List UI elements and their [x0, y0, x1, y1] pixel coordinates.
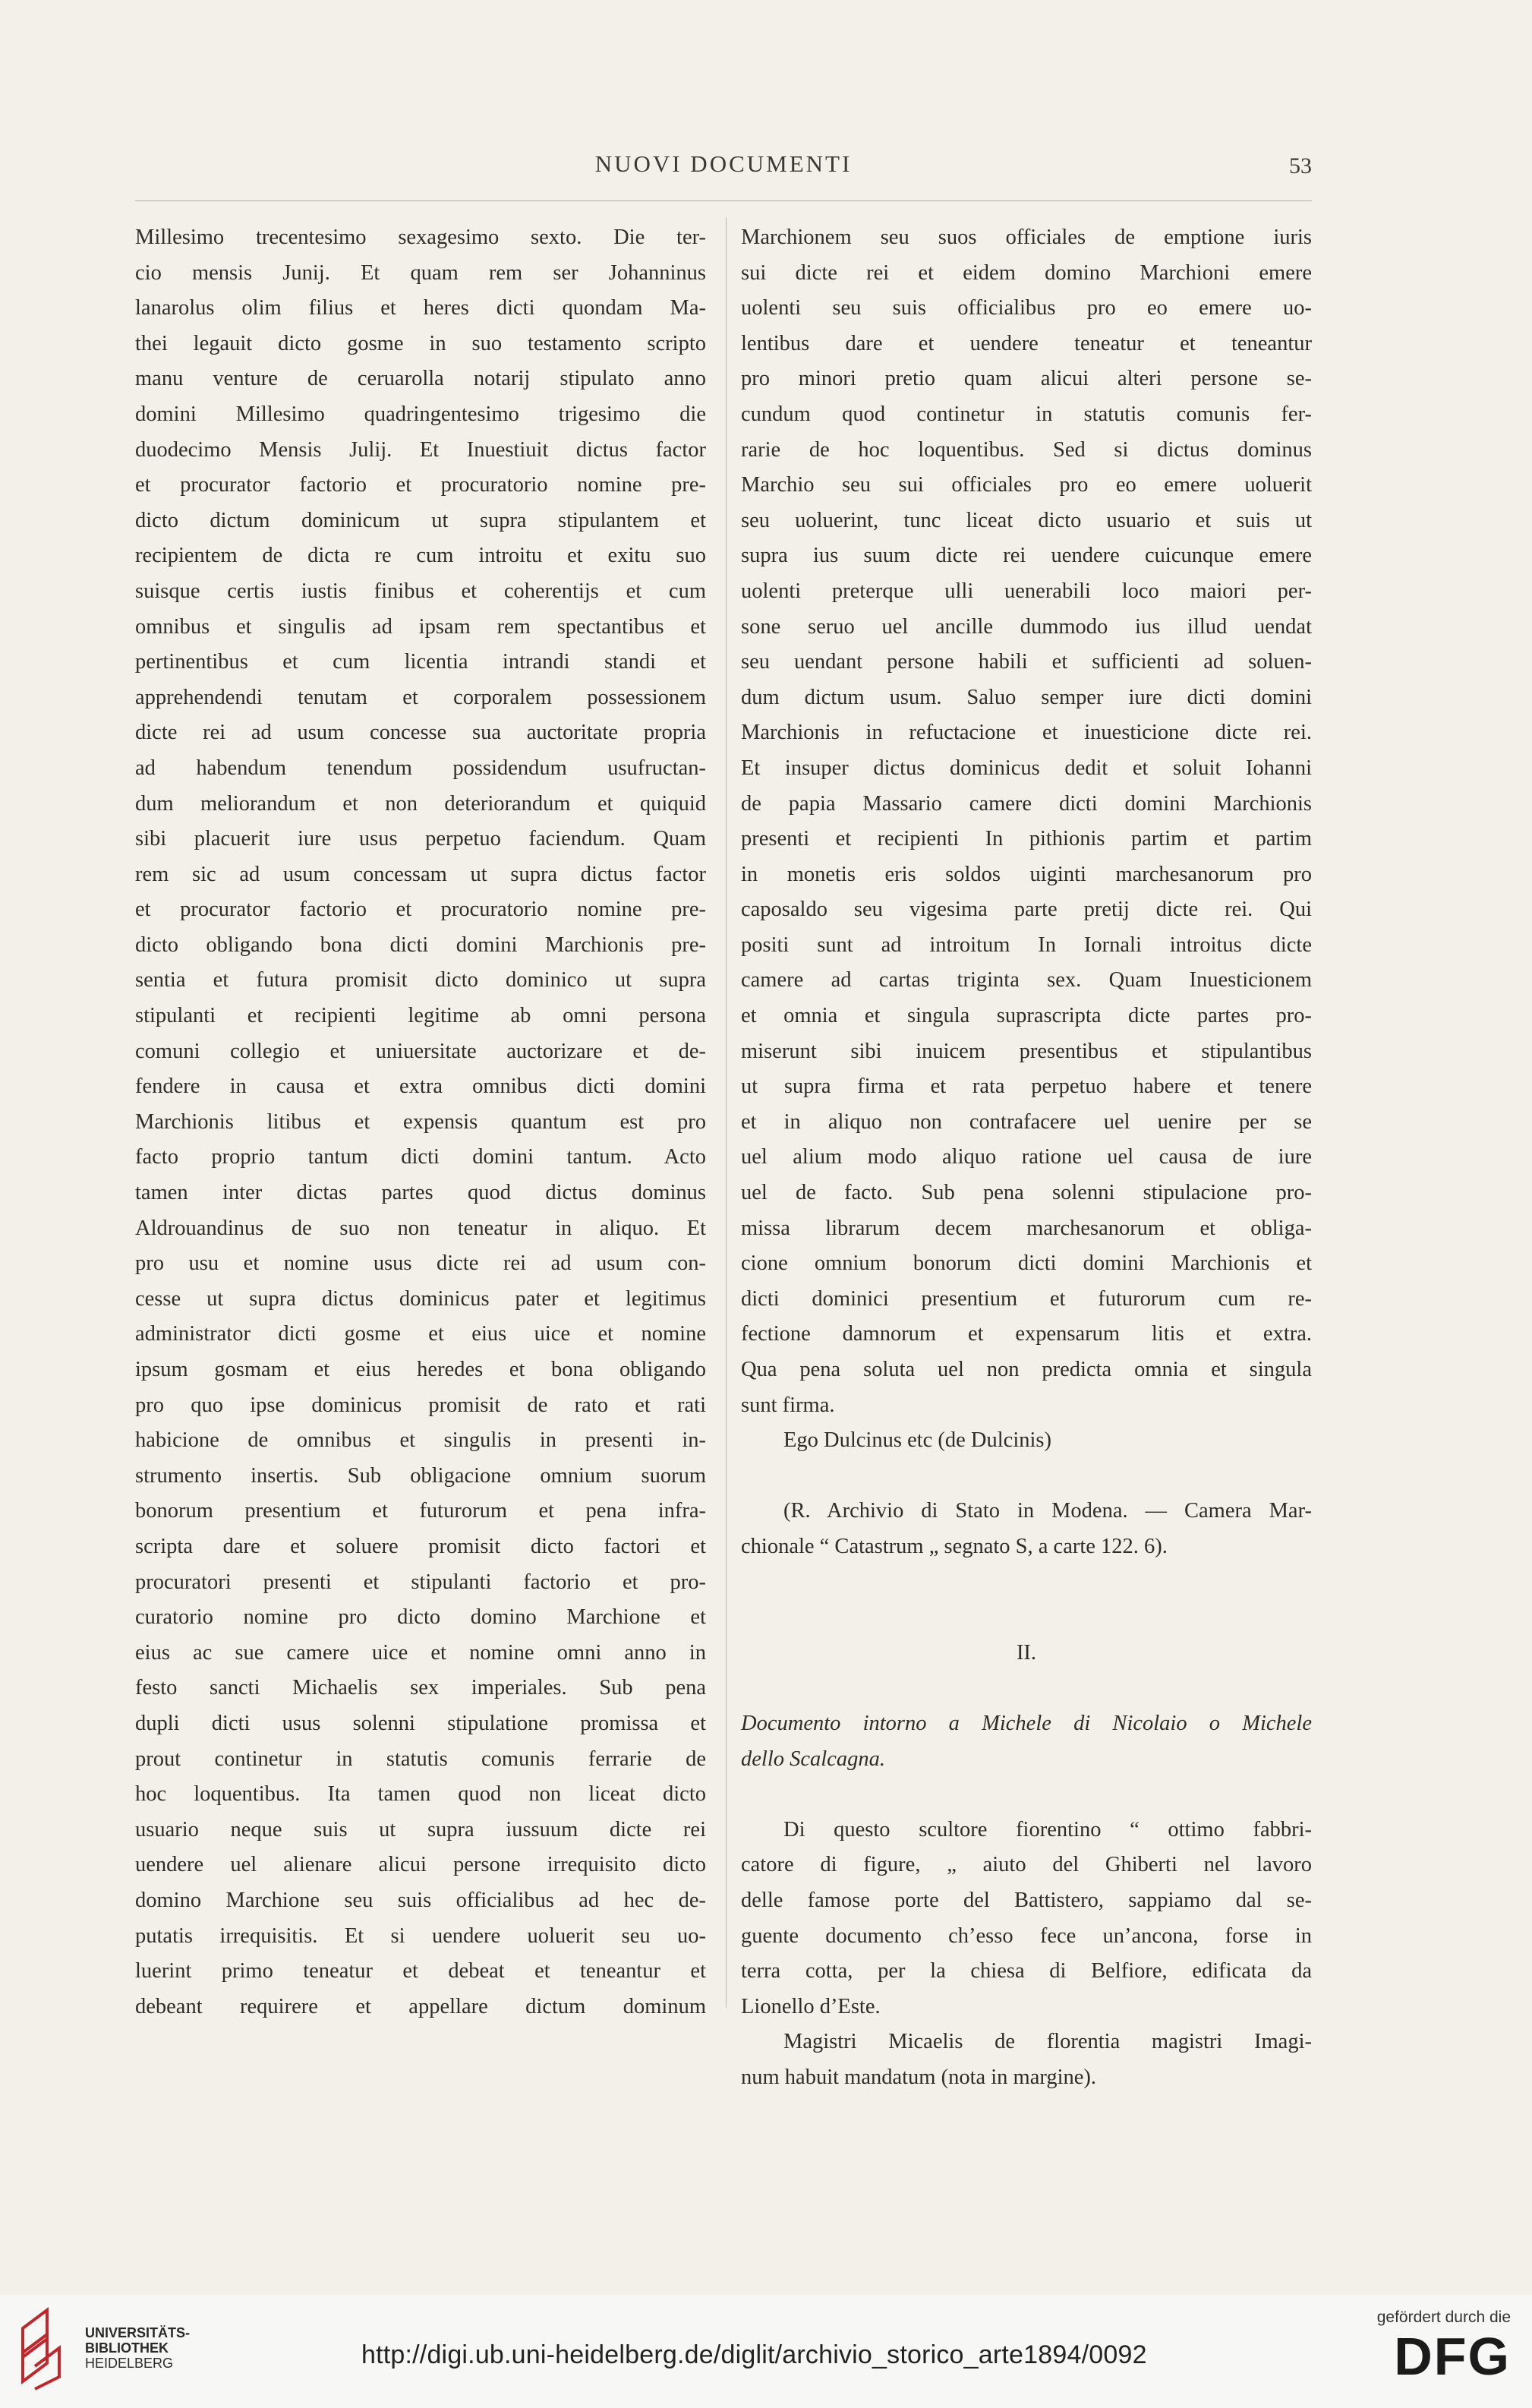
left-column — [135, 220, 706, 2025]
text-line: Magistri Micaelis de florentia magistri Imagi- — [783, 2030, 1312, 2054]
text-line: dicto obligando bona dicti domini Marchionis pre- — [135, 933, 706, 957]
text-line: domino Marchione seu suis officialibus ad hec de- — [135, 1888, 706, 1912]
text-line: apprehendendi tenutam et corporalem possessionem — [135, 685, 706, 709]
text-line: catore di figure, „ aiuto del Ghiberti nel lavoro — [741, 1853, 1312, 1877]
header-rule — [135, 200, 1312, 201]
text-line: dum meliorandum et non deteriorandum et quiquid — [135, 791, 706, 816]
text-line: facto proprio tantum dicti domini tantum. Acto — [135, 1145, 706, 1169]
text-line: sentia et futura promisit dicto dominico ut supra — [135, 968, 706, 993]
text-line: dello Scalcagna. — [741, 1747, 885, 1771]
text-line: procuratori presenti et stipulanti factorio et pro- — [135, 1570, 706, 1594]
text-line: sunt firma. — [741, 1393, 835, 1417]
text-line: pertinentibus et cum licentia intrandi standi et — [135, 650, 706, 674]
text-line: curatorio nomine pro dicto domino Marchione et — [135, 1605, 706, 1630]
text-line: supra ius suum dicte rei uendere cuicunque emere — [741, 544, 1312, 568]
text-line: omnibus et singulis ad ipsam rem spectantibus et — [135, 614, 706, 639]
text-line: recipientem de dicta re cum introitu et exitu suo — [135, 544, 706, 568]
text-line: et omnia et singula suprascripta dicte partes pro- — [741, 1004, 1312, 1028]
text-line: Di questo scultore fiorentino “ ottimo fabbri- — [783, 1817, 1312, 1842]
text-line: cundum quod continetur in statutis comunis fer- — [741, 402, 1312, 426]
text-line: cio mensis Junij. Et quam rem ser Johanninus — [135, 260, 706, 285]
text-line: caposaldo seu vigesima parte pretij dicte rei. Qui — [741, 898, 1312, 922]
footer-bar — [0, 2295, 1532, 2408]
text-line: (R. Archivio di Stato in Modena. — Camera Mar- — [783, 1499, 1312, 1523]
text-line: bonorum presentium et futurorum et pena infra- — [135, 1499, 706, 1523]
text-line: uendere uel alienare alicui persone irrequisito dicto — [135, 1853, 706, 1877]
text-line: dum dictum usum. Saluo semper iure dicti domini — [741, 685, 1312, 709]
text-line: cione omnium bonorum dicti domini Marchionis et — [741, 1251, 1312, 1276]
text-line: Marchionis in refuctacione et inuesticione dicte rei. — [741, 721, 1312, 745]
text-line — [741, 1459, 1312, 1494]
text-line: Marchionis litibus et expensis quantum est pro — [135, 1109, 706, 1134]
page-number: 53 — [1289, 153, 1312, 178]
text-line: chionale “ Catastrum „ segnato S, a carte 122. 6). — [741, 1534, 1168, 1558]
text-line: hoc loquentibus. Ita tamen quod non liceat dicto — [135, 1782, 706, 1807]
permalink-url[interactable]: http://digi.ub.uni-heidelberg.de/diglit/archivio_storico_arte1894/0092 — [361, 2340, 1147, 2369]
text-line: miserunt sibi inuicem presentibus et stipulantibus — [741, 1039, 1312, 1063]
text-line: scripta dare et soluere promisit dicto factori et — [135, 1534, 706, 1558]
text-line: festo sancti Michaelis sex imperiales. Sub pena — [135, 1676, 706, 1700]
text-line: uolenti seu suis officialibus pro eo emere uo- — [741, 296, 1312, 320]
text-line: prout continetur in statutis comunis ferrarie de — [135, 1747, 706, 1771]
text-line: et in aliquo non contrafacere uel uenire per se — [741, 1109, 1312, 1134]
funding-notice — [1377, 2309, 1511, 2386]
text-line: dicto dictum dominicum ut supra stipulantem et — [135, 508, 706, 532]
text-line: sui dicte rei et eidem domino Marchioni emere — [741, 260, 1312, 285]
text-line: missa librarum decem marchesanorum et obliga- — [741, 1216, 1312, 1240]
text-line: Qua pena soluta uel non predicta omnia et singula — [741, 1358, 1312, 1381]
text-line: terra cotta, per la chiesa di Belfiore, edificata da — [741, 1959, 1312, 1984]
text-line: tamen inter dictas partes quod dictus dominus — [135, 1181, 706, 1205]
text-line: presenti et recipienti In pithionis partim et partim — [741, 827, 1312, 851]
column-divider — [726, 217, 727, 2008]
text-line — [741, 1671, 1312, 1706]
text-line: thei legauit dicto gosme in suo testamento scripto — [135, 331, 706, 355]
text-line: dicte rei ad usum concesse sua auctoritate propria — [135, 721, 706, 745]
text-line: uel de facto. Sub pena solenni stipulacione pro- — [741, 1181, 1312, 1205]
dfg-logo: DFG — [1394, 2327, 1511, 2386]
text-line: ad habendum tenendum possidendum usufructan- — [135, 756, 706, 780]
running-header — [135, 150, 1312, 188]
text-line: debeant requirere et appellare dictum dominum — [135, 1994, 706, 2018]
text-line: delle famose porte del Battistero, sappiamo dal se- — [741, 1888, 1312, 1912]
text-line: Documento intorno a Michele di Nicolaio o Michele — [741, 1711, 1312, 1735]
text-line: fectione damnorum et expensarum litis et extra. — [741, 1322, 1312, 1346]
text-line: II. — [1016, 1640, 1037, 1665]
text-line: guente documento ch’esso fece un’ancona, forse in — [741, 1924, 1312, 1948]
text-line: sone seruo uel ancille dummodo ius illud uendat — [741, 614, 1312, 639]
text-line — [741, 1600, 1312, 1636]
text-line: habicione de omnibus et singulis in presenti in- — [135, 1428, 706, 1453]
text-line: luerint primo teneatur et debeat et teneantur et — [135, 1959, 706, 1984]
text-line: usuario neque suis ut supra iussuum dicte rei — [135, 1817, 706, 1842]
text-line: Ego Dulcinus etc (de Dulcinis) — [783, 1428, 1051, 1453]
university-library-logo-icon — [17, 2305, 65, 2391]
text-line: de papia Massario camere dicti domini Marchionis — [741, 791, 1312, 816]
text-line: num habuit mandatum (nota in margine). — [741, 2065, 1097, 2089]
text-line: comuni collegio et uniuersitate auctorizare et de- — [135, 1039, 706, 1063]
text-line: cesse ut supra dictus dominicus pater et legitimus — [135, 1286, 706, 1311]
text-line: seu uoluerint, tunc liceat dicto usuario et suis ut — [741, 508, 1312, 532]
text-line: lanarolus olim filius et heres dicti quondam Ma- — [135, 296, 706, 320]
text-line: rarie de hoc loquentibus. Sed si dictus dominus — [741, 437, 1312, 462]
text-line: dicti dominici presentium et futurorum cum re- — [741, 1286, 1312, 1311]
text-line: in monetis eris soldos uiginti marchesanorum pro — [741, 862, 1312, 886]
text-line: Millesimo trecentesimo sexagesimo sexto. Die ter- — [135, 226, 706, 249]
text-line: sibi placuerit iure usus perpetuo faciendum. Quam — [135, 827, 706, 851]
text-line: lentibus dare et uendere teneatur et teneantur — [741, 331, 1312, 355]
text-line: camere ad cartas triginta sex. Quam Inuesticionem — [741, 968, 1312, 993]
text-line: pro minori pretio quam alicui alteri persone se- — [741, 367, 1312, 391]
text-line: administrator dicti gosme et eius uice et nomine — [135, 1322, 706, 1346]
text-line: positi sunt ad introitum In Iornali introitus dicte — [741, 933, 1312, 957]
funding-caption: gefördert durch die — [1376, 2309, 1511, 2326]
running-title: NUOVI DOCUMENTI — [594, 150, 853, 177]
library-name: UNIVERSITÄTS- BIBLIOTHEK HEIDELBERG — [85, 2325, 191, 2371]
text-line: uel alium modo aliquo ratione uel causa de iure — [741, 1145, 1312, 1169]
text-line — [741, 1777, 1312, 1813]
text-line: pro quo ipse dominicus promisit de rato et rati — [135, 1393, 706, 1417]
text-line: Et insuper dictus dominicus dedit et soluit Iohanni — [741, 756, 1312, 780]
text-line: uolenti preterque ulli uenerabili loco maiori per- — [741, 579, 1312, 603]
text-line: dupli dicti usus solenni stipulatione promissa et — [135, 1711, 706, 1735]
text-line: et procurator factorio et procuratorio nomine pre- — [135, 898, 706, 922]
text-line: putatis irrequisitis. Et si uendere uoluerit seu uo- — [135, 1924, 706, 1948]
text-line: ut supra firma et rata perpetuo habere et tenere — [741, 1075, 1312, 1099]
text-line: Aldrouandinus de suo non teneatur in aliquo. Et — [135, 1216, 706, 1240]
text-line: suisque certis iustis finibus et coherentijs et cum — [135, 579, 706, 603]
text-line: Marchio seu sui officiales pro eo emere uoluerit — [741, 473, 1312, 497]
text-line: eius ac sue camere uice et nomine omni anno in — [135, 1640, 706, 1665]
right-column — [741, 220, 1312, 2095]
text-line: strumento insertis. Sub obligacione omnium suorum — [135, 1463, 706, 1488]
text-line: seu uendant persone habili et sufficienti ad soluen- — [741, 650, 1312, 674]
text-line: duodecimo Mensis Julij. Et Inuestiuit dictus factor — [135, 437, 706, 462]
text-line: domini Millesimo quadringentesimo trigesimo die — [135, 402, 706, 426]
text-line: stipulanti et recipienti legitime ab omni persona — [135, 1004, 706, 1028]
text-line: Lionello d’Este. — [741, 1994, 881, 2018]
text-line: pro usu et nomine usus dicte rei ad usum con- — [135, 1251, 706, 1276]
text-line: rem sic ad usum concessam ut supra dictus factor — [135, 862, 706, 886]
text-line: fendere in causa et extra omnibus dicti domini — [135, 1075, 706, 1099]
text-line: ipsum gosmam et eius heredes et bona obligando — [135, 1358, 706, 1381]
text-line: Marchionem seu suos officiales de emptione iuris — [741, 226, 1312, 249]
text-line: et procurator factorio et procuratorio nomine pre- — [135, 473, 706, 497]
text-line — [741, 1565, 1312, 1601]
text-line: manu venture de ceruarolla notarij stipulato anno — [135, 367, 706, 391]
